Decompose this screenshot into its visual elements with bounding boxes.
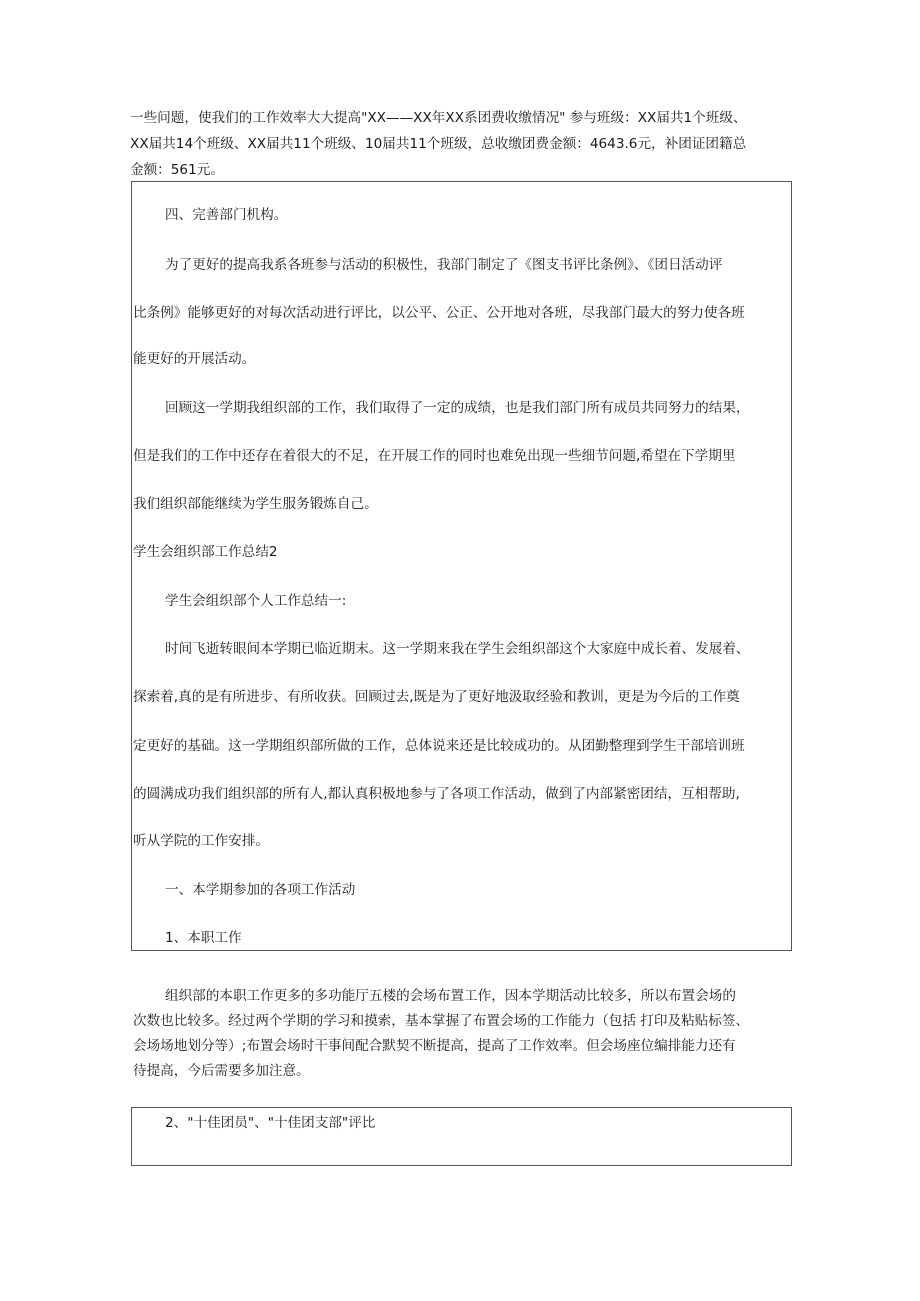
intro-line-2: XX届共14个班级、XX届共11个班级、10届共11个班级，总收缴团费金额：4643.6元，补团证团籍总 xyxy=(130,136,747,152)
para-1-line-3: 能更好的开展活动。 xyxy=(133,351,256,367)
intro-line-3: 金额：561元。 xyxy=(130,162,224,178)
middle-line-4: 待提高，今后需要多加注意。 xyxy=(133,1063,310,1079)
para-2-line-2: 但是我们的工作中还存在着很大的不足，在开展工作的同时也难免出现一些细节问题,希望在下学期里 xyxy=(133,448,736,464)
para-2-line-3: 我们组织部能继续为学生服务锻炼自己。 xyxy=(133,496,378,512)
item-1-heading: 1、本职工作 xyxy=(165,930,242,946)
para-3-line-5: 听从学院的工作安排。 xyxy=(133,833,269,849)
para-3-line-2: 探索着,真的是有所进步、有所收获。回顾过去,既是为了更好地汲取经验和教训，更是为今后的工作奠 xyxy=(133,689,740,705)
para-3-line-4: 的圆满成功我们组织部的所有人,都认真积极地参与了各项工作活动，做到了内部紧密团结，互相帮助, xyxy=(133,786,740,802)
para-2-line-1: 回顾这一学期我组织部的工作，我们取得了一定的成绩，也是我们部门所有成员共同努力的结果， xyxy=(165,400,750,416)
para-1-line-1: 为了更好的提高我系各班参与活动的积极性，我部门制定了《图支书评比条例》、《团日活动评 xyxy=(165,257,723,273)
para-1-line-2: 比条例》能够更好的对每次活动进行评比，以公平、公正、公开地对各班，尽我部门最大的努力使各班 xyxy=(133,305,745,321)
middle-line-3: 会场场地划分等）;布置会场时干事间配合默契不断提高，提高了工作效率。但会场座位编排能力还有 xyxy=(133,1038,736,1054)
para-3-line-1: 时间飞逝转眼间本学期已临近期末。这一学期来我在学生会组织部这个大家庭中成长着、发展着、 xyxy=(165,641,750,657)
subtitle: 学生会组织部个人工作总结一: xyxy=(165,593,347,609)
item-2-heading: 2、"十佳团员"、"十佳团支部"评比 xyxy=(165,1115,376,1131)
para-3-line-3: 定更好的基础。这一学期组织部所做的工作，总体说来还是比较成功的。从团勤整理到学生干部培训班 xyxy=(133,738,745,754)
section-1-heading: 一、本学期参加的各项工作活动 xyxy=(165,882,356,898)
intro-line-1: 一些问题，使我们的工作效率大大提高"XX——XX年XX系团费收缴情况" 参与班级：XX届共1个班级、 xyxy=(130,110,747,126)
section-4-heading: 四、完善部门机构。 xyxy=(165,207,288,223)
middle-line-1: 组织部的本职工作更多的多功能厅五楼的会场布置工作，因本学期活动比较多，所以布置会场的 xyxy=(165,988,736,1004)
middle-line-2: 次数也比较多。经过两个学期的学习和摸索，基本掌握了布置会场的工作能力（包括 打印及粘贴标签、 xyxy=(133,1013,750,1029)
document-title-2: 学生会组织部工作总结2 xyxy=(133,544,278,560)
